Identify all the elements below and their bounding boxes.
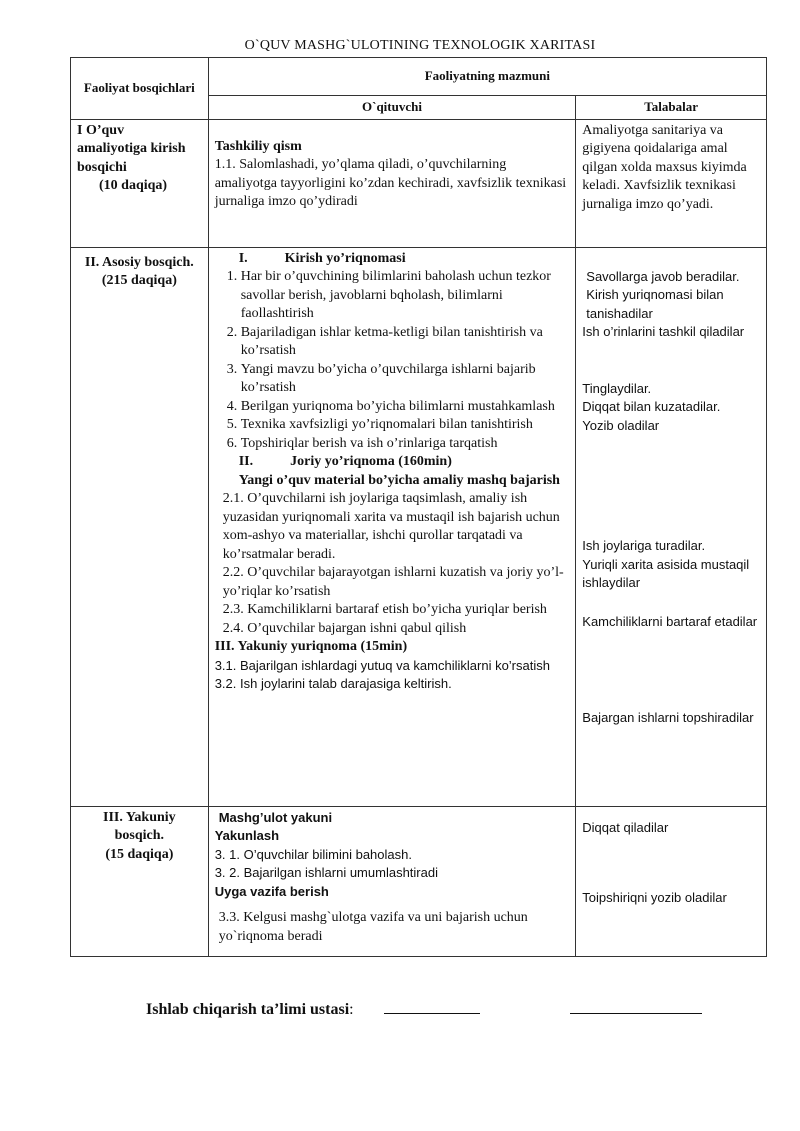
list-item: 1. Har bir o’quvchining bilimlarini baholash uchun tezkor savollar berish, javoblarni bqholash, bilimlarni faollashtirish bbox=[241, 268, 570, 324]
teacher-main bbox=[208, 247, 576, 806]
students-text: Diqqat qiladilar bbox=[582, 819, 669, 835]
teacher-intro-text: 1.1. Salomlashadi, yo’qlama qiladi, o’quvchilarning amaliyotga tayyorligini ko’zdan kechiradi, xavfsizlik texnikasi jurnaliga imzo qo’ydiradi bbox=[214, 157, 567, 209]
name-line bbox=[570, 999, 702, 1014]
stage-intro-line: amaliyotiga kirish bbox=[77, 141, 186, 156]
list-item: 6. Topshiriqlar berish va ish o’rinlariga tarqatish bbox=[241, 435, 570, 454]
list-item: 5. Texnika xavfsizligi yo’riqnomalari bilan tanishtirish bbox=[241, 416, 570, 435]
students-intro: Amaliyotga sanitariya va gigiyena qoidalariga amal qilgan xolda maxsus kiyimda keladi. Xavfsizlik texnikasi jurnaliga imzo qo’yadi. bbox=[576, 119, 767, 247]
header-teacher: O`qituvchi bbox=[208, 96, 576, 120]
stage-intro bbox=[71, 119, 209, 247]
footer-colon: : bbox=[349, 1001, 354, 1018]
section1-title: Kirish yo’riqnomasi bbox=[284, 250, 406, 266]
stage-intro-time: (10 daqiqa) bbox=[99, 178, 168, 193]
stage-final-time: (15 daqiqa) bbox=[105, 846, 174, 862]
list-item: 3. 1. O’quvchilar bilimini baholash. bbox=[214, 846, 412, 862]
stage-main-time: (215 daqiqa) bbox=[101, 273, 177, 288]
students-text: Diqqat bilan kuzatadilar. bbox=[582, 399, 721, 414]
students-text: Yuriqli xarita asisida mustaqil ishlaydilar bbox=[582, 556, 750, 590]
students-final bbox=[576, 806, 767, 956]
section2-subtitle: Yangi o’quv material bo’yicha amaliy mashq bajarish bbox=[238, 472, 560, 488]
stage-final-line: III. Yakuniy bbox=[103, 809, 176, 825]
footer-label: Ishlab chiqarish ta’limi ustasi bbox=[146, 1001, 350, 1018]
stage-intro-line: bosqichi bbox=[77, 159, 127, 175]
list-item: 3.2. Ish joylarini talab darajasiga keltirish. bbox=[214, 676, 452, 691]
list-item: 3.3. Kelgusi mashg`ulotga vazifa va uni bajarish uchun yo`riqnoma beradi bbox=[218, 910, 528, 944]
list-item: 2.2. O’quvchilar bajarayotgan ishlarni kuzatish va joriy yo’l-yo’riqlar ko’rsatish bbox=[222, 565, 564, 599]
final-title: Mashg’ulot yakuni bbox=[218, 809, 333, 825]
students-text: Savollarga javob beradilar. Kirish yuriqnomasi bilan tanishadilar bbox=[586, 268, 740, 321]
list-item: 3. 2. Bajarilgan ishlarni umumlashtiradi bbox=[214, 865, 438, 880]
header-stages: Faoliyat bosqichlari bbox=[71, 58, 209, 120]
section1-number: I. bbox=[238, 250, 248, 266]
final-subtitle: Yakunlash bbox=[214, 828, 280, 843]
stage-final-line: bosqich. bbox=[114, 828, 165, 843]
teacher-final bbox=[208, 806, 576, 956]
technology-map-table bbox=[70, 57, 767, 957]
list-item: 3.1. Bajarilgan ishlardagi yutuq va kamchiliklarni ko’rsatish bbox=[214, 657, 550, 673]
list-item: 2.3. Kamchiliklarni bartaraf etish bo’yicha yuriqlar berish bbox=[222, 602, 547, 617]
students-text: Yozib oladilar bbox=[582, 417, 660, 433]
list-item: 2.1. O’quvchilarni ish joylariga taqsimlash, amaliy ish yuzasidan yuriqnomali xarita va mustaqil ish bajarish uchun xom-ashyo va materiallar, ishchi qurollar tarqatadi va ko’rsatmalar beradi. bbox=[222, 491, 560, 562]
stage-main-title: II. Asosiy bosqich. bbox=[84, 254, 194, 270]
students-text: Kamchiliklarni bartaraf etadilar bbox=[582, 613, 758, 629]
header-content: Faoliyatning mazmuni bbox=[208, 58, 766, 96]
list-item: 2. Bajariladigan ishlar ketma-ketligi bilan tanishtirish va ko’rsatish bbox=[241, 324, 570, 361]
footer-signature bbox=[146, 999, 702, 1019]
homework-title: Uyga vazifa berish bbox=[214, 883, 329, 899]
signature-line bbox=[384, 999, 480, 1014]
section2-title: Joriy yo’riqnoma (160min) bbox=[290, 454, 452, 469]
section1-list bbox=[215, 268, 570, 453]
students-text: Toipshiriqni yozib oladilar bbox=[582, 890, 727, 905]
students-main bbox=[576, 247, 767, 806]
list-item: 3. Yangi mavzu bo’yicha o’quvchilarga ishlarni bajarib ko’rsatish bbox=[241, 361, 570, 398]
students-text: Bajargan ishlarni topshiradilar bbox=[582, 710, 754, 725]
students-text: Ish o’rinlarini tashkil qiladilar bbox=[582, 324, 745, 339]
teacher-intro bbox=[208, 119, 576, 247]
header-students: Talabalar bbox=[576, 96, 767, 120]
stage-main bbox=[71, 247, 209, 806]
students-text: Tinglaydilar. bbox=[582, 380, 652, 396]
stage-final bbox=[71, 806, 209, 956]
section3-title: III. Yakuniy yuriqnoma (15min) bbox=[214, 639, 408, 654]
list-item: 4. Berilgan yuriqnoma bo’yicha bilimlarni mustahkamlash bbox=[241, 398, 570, 417]
list-item: 2.4. O’quvchilar bajargan ishni qabul qilish bbox=[222, 620, 467, 636]
stage-intro-line: I O’quv bbox=[77, 122, 125, 138]
document-title: O`QUV MASHG`ULOTINING TEXNOLOGIK XARITASI bbox=[244, 38, 596, 53]
teacher-intro-title: Tashkiliy qism bbox=[214, 138, 302, 154]
section2-number: II. bbox=[238, 454, 254, 469]
students-text: Ish joylariga turadilar. bbox=[582, 538, 706, 553]
